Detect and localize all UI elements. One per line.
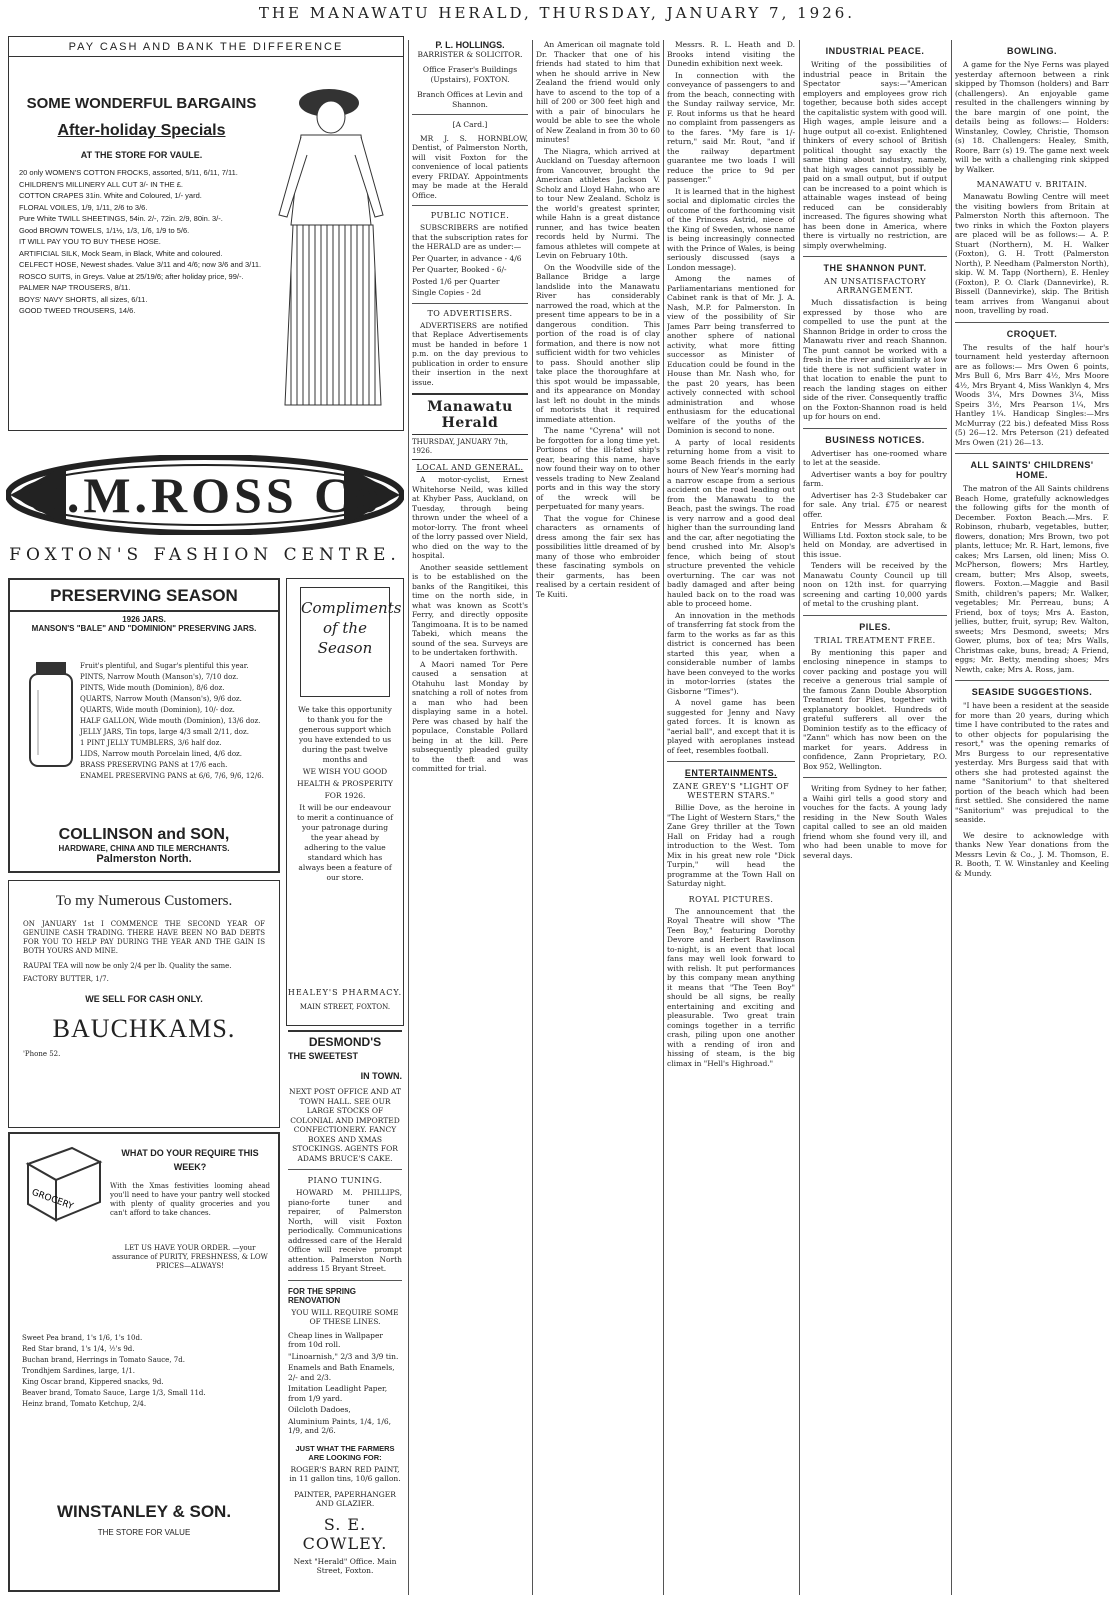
- column-4: [667, 40, 795, 1590]
- preserving-line: ENAMEL PRESERVING PANS at 6/6, 7/6, 9/6, 12/6.: [80, 772, 264, 780]
- manawatu-britain-head: MANAWATU v. BRITAIN.: [976, 180, 1088, 189]
- business-notice: Entries for Messrs Abraham & Williams Ltd. Foxton stock sale, to be held on Monday, are advertised in this issue.: [803, 521, 947, 559]
- cowley-line: Aluminium Paints, 1/4, 1/6, 1/9, and 2/6.: [288, 1416, 392, 1435]
- thanks-note: We desire to acknowledge with thanks New Year donations from the Messrs Levin & Co., J. M. Thomson, E. R. Booth, T. W. Winstanley and Keeling & Mundy.: [955, 830, 1109, 878]
- preserving-line: LIDS, Narrow mouth Porcelain lined, 4/6 doz.: [80, 750, 242, 758]
- entertainments-body: Billie Dove, as the heroine in "The Light of Western Stars," the Zane Grey thriller at the Town Hall on Friday had a rough introduction to the West. Tom Mix in his great new role "Dick Turpin," will head the programme at the Town Hall on Saturday night.: [667, 803, 795, 888]
- column-3: [536, 40, 660, 1590]
- hollings-title: BARRISTER & SOLICITOR.: [417, 50, 523, 59]
- preserving-year: 1926 JARS.: [122, 615, 166, 624]
- column-rule: [663, 40, 664, 1595]
- column-rule: [532, 40, 533, 1595]
- sydney-story: Writing from Sydney to her father, a Waihi girl tells a good story and vouches for the facts. A young lady residing in the New South Wales capital called to see an old maiden friend whom she found very ill, and who had been unable to move for several days.: [803, 784, 947, 860]
- news-paragraph: Another seaside settlement is to be established on the banks of the Rangitikei, this time on the north side, in what was known as Scott's Ferry, and directly opposite Tangimoana. It is to be named Tabeki, which means the sound of the sea. Surveys are to be undertaken forthwith.: [412, 562, 528, 657]
- grocery-item: Buchan brand, Herrings in Tomato Sauce, 7d.: [22, 1356, 185, 1364]
- public-notice: SUBSCRIBERS are notified that the subscription rates for the HERALD are as under:—: [412, 223, 528, 251]
- compliments-ad: [286, 578, 404, 1026]
- hollings-office: Office Fraser's Buildings (Upstairs), FOXTON.: [422, 65, 518, 84]
- piles-head: PILES.: [859, 621, 891, 632]
- grocery-box-illustration: [22, 1144, 104, 1224]
- vault-ad: [8, 36, 404, 431]
- preserving-subtitle: MANSON'S "BALE" AND "DOMINION" PRESERVING JARS.: [31, 624, 257, 633]
- desmond-line1: THE SWEETEST: [288, 1051, 359, 1061]
- preserving-line: HALF GALLON, Wide mouth (Dominion), 13/6 doz.: [80, 717, 261, 725]
- column-desmond: [288, 1030, 402, 1595]
- entertainments-head: ENTERTAINMENTS.: [684, 768, 778, 778]
- compliments-title: Compliments of the Season: [300, 587, 390, 697]
- news-paragraph: The name "Cyrena" will not be forgotten for a long time yet. Portions of the ill-fated ship's gear, bearing this name, have now found their way on to other vessels trading to New Zealand ports and in this way the story of the wreck will be perpetuated for many years.: [536, 426, 660, 511]
- winstanley-tagline: THE STORE FOR VALUE: [97, 1528, 191, 1537]
- news-paragraph: That the vogue for Chinese characters as ornaments of dress among the fair sex has possibilities little dreamed of by many of those who embroider these fascinating symbols on their garments, has been realised by a certain resident of Te Kuiti.: [536, 513, 660, 599]
- desmond-line2: IN TOWN.: [360, 1071, 402, 1081]
- healey-address: MAIN STREET, FOXTON.: [299, 1003, 391, 1011]
- advertisers-notice: ADVERTISERS are notified that Replace Advertisements must be handed in before 1 p.m. on the day previous to publication in order to ensure their insertion in the next issue.: [412, 320, 528, 387]
- paper-title: Manawatu Herald: [427, 399, 513, 431]
- grocery-cta: LET US HAVE YOUR ORDER. —your assurance of PURITY, FRESHNESS, & LOW PRICES—ALWAYS!: [112, 1244, 268, 1270]
- healey-name: HEALEY'S PHARMACY.: [287, 988, 403, 997]
- cowley-sub: YOU WILL REQUIRE SOME OF THESE LINES.: [291, 1307, 399, 1326]
- customers-butter: FACTORY BUTTER, 1/7.: [23, 975, 109, 983]
- cowley-line: "Linoarnish," 2/3 and 3/9 tin.: [288, 1351, 399, 1361]
- cowley-trade: PAINTER, PAPERHANGER AND GLAZIER.: [294, 1489, 396, 1508]
- column-2: [412, 40, 528, 1590]
- preserving-line: 1 PINT JELLY TUMBLERS, 3/6 half doz.: [80, 739, 222, 747]
- dentist-notice: MR J. S. HORNBLOW, Dentist, of Palmerston North, will visit Foxton for the convenience of local patients every FRIDAY. Appointments may be made at the Herald Office.: [412, 133, 528, 200]
- bauchkams-phone: 'Phone 52.: [23, 1050, 61, 1058]
- manawatu-britain-body: Manawatu Bowling Centre will meet the visiting bowlers from Britain at Palmerston North this afternoon. The two rinks in which the Foxton players are placed will be as follows:— A. P. Stuart (Northern), M. H. Walker (Foxton), G. H. Trott (Palmerston North), P. Needham (Palmerston North), skip. W. M. Tapp (Northern), E. Henley (Foxton), P. O. Clark (Dannevirke), R. Bissell (Dannevirke), skip. The British team arrives from Wanganui about noon, travelling by road.: [955, 192, 1109, 315]
- cowley-line: Enamels and Bath Enamels, 2/- and 2/3.: [288, 1363, 395, 1382]
- news-paragraph: A party of local residents returning home from a visit to some Beach friends in the early hours of New Year's morning had a narrow escape from a serious accident on the road leading out from the Manawatu to the Beach, past the swings. The road is very narrow and a good deal higher than the surrounding land and the car, after negotiating the bend crushed into Mr. Alsop's fence, which being of stout structure prevented the vehicle overturning. The car was not badly damaged and after being hauled back on to the road was able to proceed home.: [667, 437, 795, 608]
- vault-item: COTTON CRAPES 31in. White and Coloured, 1/- yard.: [19, 191, 202, 200]
- subscription-rates: [412, 254, 528, 298]
- industrial-peace-body: Writing of the possibilities of industrial peace in Britain the Spectator says:—"American employers and employees grow rich together, because both sides accept the capitalistic system with good will. High wages, ample leisure and a huge output all co-exist. Enlightened thinkers of every school of British political thought say exactly the same thing about industry, namely, that high wages cannot possibly be paid on a small output, but if output can be increased to a point which is attainable wages instead of being reduced can be considerably increased. The figures showing what has been done in America, where there is virtually no restriction, are simply overwhelming.: [803, 60, 947, 250]
- column-4-paras: [667, 71, 795, 756]
- preserving-line: QUARTS, Wide mouth (Dominion), 10/- doz.: [80, 706, 235, 714]
- cowley-farmers: JUST WHAT THE FARMERS ARE LOOKING FOR:: [295, 1443, 395, 1462]
- seaside-head: SEASIDE SUGGESTIONS.: [971, 687, 1093, 697]
- vault-item: ROSCO SUITS, in Greys. Value at 25/19/6; after holiday price, 99/-.: [19, 271, 244, 281]
- piles-body: By mentioning this paper and enclosing ninepence in stamps to cover packing and postage you will receive a generous trial sample of the famous Zann Double Absorption Treatment for Piles, together with explanatory booklet. Hundreds of grateful sufferers all over the Dominion testify as to the efficacy of "Zann" which has now been on the market for years. Address in confidence, Zann Proprietary, P.O. Box 952, Wellington.: [803, 647, 947, 771]
- preserving-line: PINTS, Narrow Mouth (Manson's), 7/10 doz.: [80, 673, 239, 681]
- collinson-name: COLLINSON and SON,: [58, 826, 230, 843]
- card-label: [A Card.]: [452, 120, 488, 129]
- fashion-figure-illustration: [271, 75, 396, 425]
- jar-illustration: [26, 660, 76, 770]
- piano-body: HOWARD M. PHILLIPS, piano-forte tuner and repairer, of Palmerston North, will visit Foxton periodically. Communications addressed care of the Herald Office will receive prompt attention. Palmerston North address 15 Bryant Street.: [288, 1188, 402, 1273]
- grocery-title: WHAT DO YOUR REQUIRE THIS WEEK?: [121, 1148, 259, 1172]
- column-5: [803, 40, 947, 1590]
- masthead: THE MANAWATU HERALD, THURSDAY, JANUARY 7, 1926.: [258, 4, 856, 22]
- preserving-line: QUARTS, Narrow Mouth (Manson's), 9/6 doz.: [80, 695, 242, 703]
- vault-item: Good BROWN TOWELS, 1/1½, 1/3, 1/6, 1/9 to 5/6.: [19, 225, 190, 235]
- vault-title: SOME WONDERFUL BARGAINS: [26, 95, 257, 112]
- news-paragraph: A motor-cyclist, Ernest Whitehorse Neild, was killed at Khyber Pass, Auckland, on Tuesday, through being thrown under the wheel of a motor-lorry. The front wheel of the lorry passed over Nield, who died on the way to the hospital.: [412, 475, 528, 560]
- business-notices-head: BUSINESS NOTICES.: [825, 434, 925, 445]
- desmond-body: NEXT POST OFFICE AND AT TOWN HALL. SEE OUR LARGE STOCKS OF COLONIAL AND IMPORTED CONFECTIONERY. FANCY BOXES AND XMAS STOCKINGS. AGENTS FOR ADAMS BRUCE'S CAKE.: [289, 1087, 401, 1163]
- bowling-head: BOWLING.: [1007, 46, 1057, 56]
- shannon-punt-body: Much dissatisfaction is being expressed by those who are compelled to use the punt at the Shannon Bridge in order to cross the Manawatu river and reach Shannon. The punt cannot be worked with a fresh in the river and similarly at low tide there is not sufficient water in that location to enable the punt to reach the landing stages on either side of the river. Consequently traffic on the Foxton-Shannon road is held up for hours on end.: [803, 298, 947, 421]
- business-notice: Advertiser has one-roomed whare to let at the seaside.: [803, 448, 947, 467]
- news-paragraph: A Maori named Tor Pere caused a sensation at Otahuhu last Monday by snatching a roll of notes from a man who had been displaying same in a hotel. Pere was chased by half the populace, Constable Pollard being in at the kill. Pere subsequently pleaded guilty to the theft and was committed for trial.: [412, 659, 528, 773]
- grocery-item: King Oscar brand, Kippered snacks, 9d.: [22, 1378, 164, 1386]
- advertisers-head: TO ADVERTISERS.: [427, 308, 513, 318]
- shannon-punt-sub: AN UNSATISFACTORY ARRANGEMENT.: [823, 277, 927, 295]
- bowling-body: A game for the Nye Ferns was played yesterday afternoon between a rink skipped by Thomson (holders) and Barr (challengers). An enjoyable game resulted in the challengers winning by the bare margin of one point, the details being as follows:— Holders: Winstanley, Cowley, Christie, Thomson (s) 18. Challengers: Healey, Smith, Roore, Barr (s) 19. The game next week will be with a challenging rink skipped by Walker.: [955, 60, 1109, 174]
- vault-items: [19, 168, 264, 316]
- vault-item: Pure White TWILL SHEETINGS, 54in. 2/-, 72in. 2/9, 80in. 3/-.: [19, 214, 223, 223]
- preserving-title: PRESERVING SEASON: [10, 580, 278, 612]
- desmond-title: DESMOND'S: [308, 1035, 382, 1049]
- cowley-line: Oilcloth Dadoes,: [288, 1405, 351, 1414]
- news-paragraph: An innovation in the methods of transferring fat stock from the farm to the works as far as this district is concerned has been started this year, when a considerable number of lambs have been conveyed to the works in motor-lorries (states the Gisborne "Times").: [667, 610, 795, 696]
- vault-banner: PAY CASH AND BANK THE DIFFERENCE: [9, 41, 403, 57]
- news-paragraph: Among the names of Parliamentarians mentioned for Cabinet rank is that of Mr. J. A. Nash, M.P. for Palmerston. In view of the possibility of Sir James Parr being transferred to another sphere of national activity, what more fitting successor as Minister of Education could be found in the House than Mr. Nash who, for the past 20 years, has been actively connected with school administration and whose enthusiasm for the educational welfare of the youths of the Dominion is second to none.: [667, 274, 795, 435]
- entertainments-sub: ZANE GREY'S "LIGHT OF WESTERN STARS.": [672, 782, 790, 800]
- preserving-lines: [80, 662, 274, 783]
- shannon-punt-head: THE SHANNON PUNT.: [823, 263, 927, 273]
- vault-item: PALMER NAP TROUSERS, 8/11.: [19, 283, 131, 292]
- ross-logo: [6, 455, 404, 535]
- cowley-paint: ROGER'S BARN RED PAINT, in 11 gallon tins, 10/6 gallon.: [289, 1464, 401, 1483]
- grocery-body: With the Xmas festivities looming ahead you'll need to have your pantry well stocked with plenty of quality groceries and you can't afford to take chances.: [110, 1182, 270, 1217]
- grocery-item: Red Star brand, 1's 1/4, ½'s 9d.: [22, 1345, 135, 1353]
- news-paragraph: The Niagra, which arrived at Auckland on Tuesday afternoon from Vancouver, brought the American athletes Jackson V. Scholz and Lloyd Hahn, who are to tour New Zealand. Scholz is the world's greatest sprinter, while Hahn is a great distance runner, and has twice beaten records held by Nurmi. The famous athletes will compete at Levin on February 10th.: [536, 146, 660, 260]
- column-rule: [408, 40, 409, 1595]
- winstanley-name: WINSTANLEY & SON.: [56, 1502, 232, 1521]
- grocery-item: Heinz brand, Tomato Ketchup, 2/4.: [22, 1400, 147, 1408]
- compliments-line: FOR 1926.: [324, 791, 366, 800]
- industrial-peace-head: INDUSTRIAL PEACE.: [825, 46, 925, 56]
- compliments-line: It will be our endeavour to merit a continuance of your patronage during the year ahead by adhering to the value standard which has always been a feature of our store.: [297, 803, 393, 882]
- grocery-item: Trondhjem Sardines, large, 1/1.: [22, 1367, 135, 1375]
- local-head: LOCAL AND GENERAL.: [416, 463, 524, 472]
- compliments-line: We take this opportunity to thank you for the generous support which you have extended to us during the past twelve months and: [298, 705, 392, 764]
- grocery-item: Sweet Pea brand, 1's 1/6, 1's 10d.: [22, 1334, 143, 1342]
- croquet-head: CROQUET.: [1006, 328, 1058, 339]
- vault-subtitle: After-holiday Specials: [57, 122, 226, 139]
- collinson-trade: HARDWARE, CHINA AND TILE MERCHANTS.: [58, 844, 230, 853]
- news-paragraph: An American oil magnate told Dr. Thacker that one of his friends had stated to him that when he should arrive in New Zealand the friend would only have to ascend to the top of a hill of 200 or 300 feet high and with a pair of binoculars he would be able to see the whole of New Zealand in from 30 to 60 minutes!: [536, 40, 660, 144]
- vault-item: GOOD TWEED TROUSERS, 14/6.: [19, 306, 136, 315]
- news-paragraph: A novel game has been suggested for Jenny and Navy gated forces. It is known as "aerial ball", and except that it is played with aeroplanes instead of feet, resembles football.: [667, 698, 795, 755]
- ross-tagline: FOXTON'S FASHION CENTRE.: [9, 545, 401, 565]
- column-6: [955, 40, 1109, 1590]
- piles-sub: TRIAL TREATMENT FREE.: [814, 635, 936, 645]
- subscription-rate: Posted 1/6 per Quarter: [412, 276, 500, 286]
- cowley-lines: [288, 1331, 402, 1436]
- seaside-body: "I have been a resident at the seaside for more than 20 years, during which time I have contributed to the rates and to other objects for popularising the resort," was the opening remarks of Mrs Burgess to our representative yesterday. Mrs Burgess said that with others she had protested against the name "Sanitorium" to that sheltered portion of the beach which had been first settled. She considered the name "Sanitorium" was prejudical to the seaside.: [955, 701, 1109, 824]
- hollings-name: P. L. HOLLINGS.: [435, 40, 505, 50]
- local-paras: [412, 475, 528, 774]
- column-rule: [799, 40, 800, 1595]
- subscription-rate: Per Quarter, in advance - 4/6: [412, 253, 522, 263]
- preserving-line: JELLY JARS, Tin tops, large 4/3 small 2/11, doz.: [80, 728, 249, 736]
- cowley-line: Imitation Leadlight Paper, from 1/9 yard.: [288, 1384, 388, 1403]
- news-paragraph: It is learned that in the highest social and diplomatic circles the outcome of the forthcoming visit of the Princess Astrid, niece of the King of Sweden, whose name is being increasingly connected with the Prince of Wales, is being seriously discussed (says a London message).: [667, 186, 795, 272]
- compliments-line: HEALTH & PROSPERITY: [297, 779, 393, 788]
- vault-store-line: AT THE STORE FOR VAULE.: [80, 150, 203, 160]
- customers-tea: RAUPAI TEA will now be only 2/4 per lb. Quality the same.: [23, 962, 232, 970]
- grocery-item: Beaver brand, Tomato Sauce, Large 1/3, Small 11d.: [22, 1389, 206, 1397]
- business-notices: [803, 449, 947, 609]
- vault-item: CELFECT HOSE, Newest shades. Value 3/11 and 4/6; now 3/6 and 3/11.: [19, 260, 262, 269]
- preserving-line: PINTS, Wide mouth (Dominion), 8/6 doz.: [80, 684, 225, 692]
- col4-intro: Messrs. R. L. Heath and D. Brooks intend visiting the Dunedin exhibition next week.: [667, 40, 795, 68]
- column-rule: [951, 40, 952, 1595]
- preserving-line: Fruit's plentiful, and Sugar's plentiful this year.: [80, 662, 249, 670]
- vault-item: FLORAL VOILES, 1/9, 1/11, 2/6 to 3/6.: [19, 202, 148, 212]
- vault-item: CHILDREN'S MILLINERY ALL CUT 3/- IN THE £.: [19, 179, 183, 189]
- cowley-address: Next "Herald" Office. Main Street, Foxton.: [293, 1556, 397, 1575]
- grocery-ad: [8, 1132, 280, 1592]
- cowley-line: Cheap lines in Wallpaper from 10d roll.: [288, 1330, 383, 1349]
- cowley-head: FOR THE SPRING RENOVATION: [288, 1286, 357, 1305]
- customers-body: ON JANUARY 1st I COMMENCE THE SECOND YEAR OF GENUINE CASH TRADING. THERE HAVE BEEN NO BAD DEBTS FOR YOU TO HELP PAY DURING THE YEAR AND THE GAIN IS BOTH YOURS AND MINE.: [23, 920, 265, 955]
- subscription-rate: Single Copies - 2d: [412, 288, 482, 297]
- svg-text:GROCERY: GROCERY: [30, 1187, 75, 1213]
- hollings-branch: Branch Offices at Levin and Shannon.: [417, 90, 523, 109]
- public-notice-head: PUBLIC NOTICE.: [430, 211, 510, 220]
- column-3-paras: [536, 40, 660, 599]
- paper-date: THURSDAY, JANUARY 7th, 1926.: [412, 438, 508, 455]
- all-saints-head: ALL SAINTS' CHILDRENS' HOME.: [970, 460, 1094, 480]
- compliments-lines: [287, 697, 403, 883]
- royal-pictures-head: ROYAL PICTURES.: [688, 894, 774, 904]
- grocery-items: [22, 1334, 268, 1411]
- collinson-town: Palmerston North.: [96, 853, 192, 865]
- royal-pictures-body: The announcement that the Royal Theatre will show "The Teen Boy," featuring Dorothy Devore and Herbert Rawlinson to-night, is an event that local fans may well look forward to with relish. It put performances by this company mean anything it means that "The Teen Boy" should be all signs, be really entertaining and exciting and pleasurable. Two great train comings together in a terrific crash, piling upon one another with a rending of iron and hissing of steam, is the big climax in "Hell's Highroad.": [667, 906, 795, 1068]
- preserving-line: BRASS PRESERVING PANS at 17/6 each.: [80, 761, 228, 769]
- piano-head: PIANO TUNING.: [307, 1176, 383, 1185]
- customers-cash: WE SELL FOR CASH ONLY.: [85, 994, 203, 1004]
- customers-title: To my Numerous Customers.: [55, 893, 233, 909]
- news-paragraph: In connection with the conveyance of passengers to and from the beach, connecting with the Sunday railway service, Mr. F. Rout informs us that he heard no complaint from passengers as to the fares. "My fare is 1/- return," said Mr. Rout, "and if the railway department guarantee me two loads I will reduce the price to 9d per passenger.": [667, 70, 795, 184]
- bauchkams-name: BAUCHKAMS.: [52, 1014, 236, 1043]
- preserving-ad: [8, 578, 280, 873]
- vault-item: IT WILL PAY YOU TO BUY THESE HOSE.: [19, 237, 161, 246]
- business-notice: Tenders will be received by the Manawatu County Council up till noon on 12th inst. for quarrying screening and carting 10,000 yards of metal to the crushing plant.: [803, 561, 947, 608]
- business-notice: Advertiser has 2-3 Studebaker car for sale. Any trial. £75 or nearest offer.: [803, 490, 947, 519]
- compliments-line: WE WISH YOU GOOD: [302, 767, 388, 776]
- vault-item: 20 only WOMEN'S COTTON FROCKS, assorted, 5/11, 6/11, 7/11.: [19, 168, 238, 177]
- all-saints-body: The matron of the All Saints childrens Beach Home, gratefully acknowledges the following gifts for the month of December. Foxton Beach.—Mrs. F. Robinson, rhubarb, vegetables, butter, flowers, donation; Mrs Brown, two pot plants, lettuce; Mr. R. Hart, lemons, five cakes; Mrs Larsen, old linen; Miss O. McPherson, flowers; Mrs Hartley, cream, butter; Mrs Alsop, sweets, flowers. Foxton.—Maggie and Basil Smith, children's papers; Mr. Walker, vegetables; Mr. Perreau, buns; A Friend, box of toys; Mrs A. Easton, jellies, butter, fruit, syrup; Rev. Walton, sweets; Mrs Desmond, sweets; Mrs Gower, plums, box of tea; Mrs Walls, Christmas cake, buns, bread; A Friend, eggs; Mr. Betty, mending shoes; Mrs Newth, cake; Mrs A. Ross, jam.: [955, 484, 1109, 674]
- vault-item: BOYS' NAVY SHORTS, all sizes, 6/11.: [19, 294, 148, 304]
- news-paragraph: On the Woodville side of the Ballance Bridge a large landslide into the Manawatu River has considerably narrowed the road, which at the present time appears to be in a dangerous condition. This portion of the road is of clay formation, and there is now not sufficient width for two vehicles to pass. Should another slip take place the thoroughfare at this spot would be impassable, and its appearance on Monday last left no doubt in the minds of motorists that it required immediate attention.: [536, 262, 660, 424]
- business-notice: Advertiser wants a boy for poultry farm.: [803, 469, 947, 488]
- customers-ad: [8, 880, 280, 1128]
- subscription-rate: Per Quarter, Booked - 6/-: [412, 265, 507, 274]
- vault-item: ARTIFICIAL SILK, Mock Seam, in Black, White and coloured.: [19, 248, 223, 258]
- croquet-body: The results of the half hour's tournament held yesterday afternoon are as follows:— Mrs Owen 6 points, Mrs Bull 6, Mrs Barr 4½, Mrs Moore 4½, Mrs Bryant 4, Miss Wanklyn 4, Mrs Woods 3¼, Mrs Downes 3¼, Miss Speirs 3½, Mrs Pearson 1¼, Mrs Hantley 1¼. Handicap Singles:—Mrs McMurray (22 bis.) defeated Miss Ross (5) 26—12. Mrs Peterson (21) defeated Mrs Owen (21) 26—13.: [955, 342, 1109, 447]
- cowley-name: S. E. COWLEY.: [302, 1514, 388, 1553]
- ross-logo-text: C.M.ROSS Co: [26, 467, 384, 523]
